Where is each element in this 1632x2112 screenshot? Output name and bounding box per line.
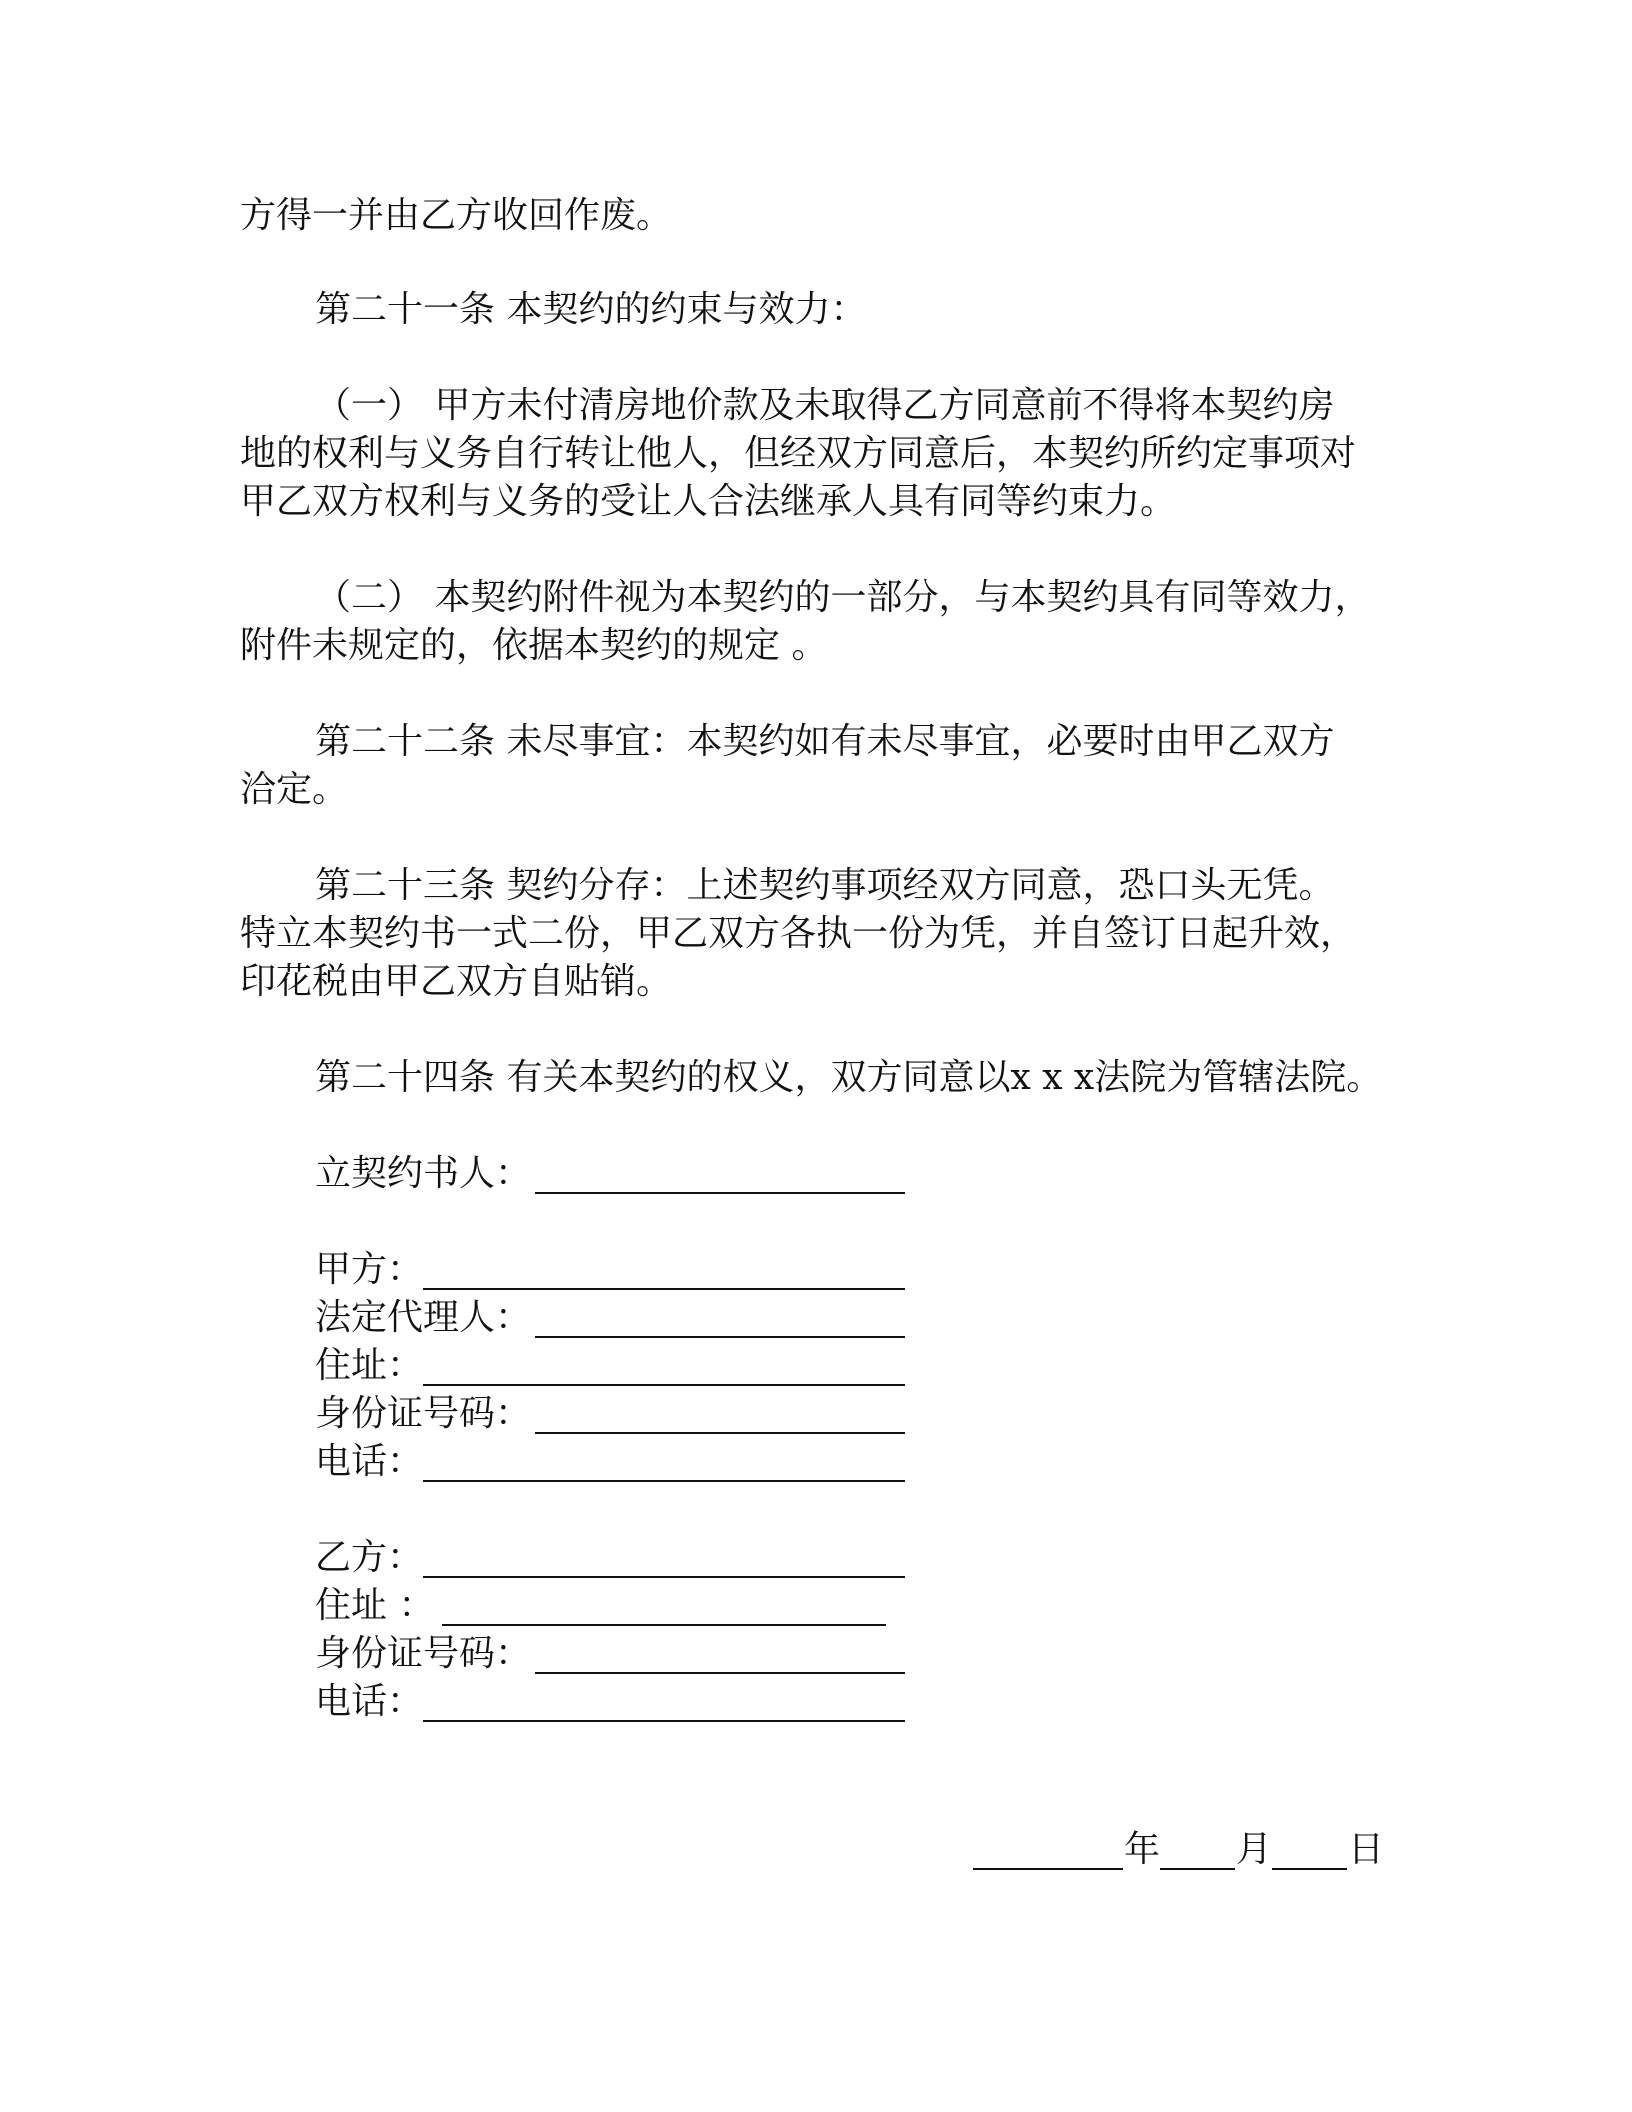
paragraph-continuation: 方得一并由乙方收回作废。 bbox=[240, 195, 673, 236]
month-blank[interactable] bbox=[1160, 1868, 1235, 1870]
article-22-line-2: 洽定。 bbox=[240, 769, 349, 810]
month-label: 月 bbox=[1236, 1829, 1273, 1870]
party-b-phone-label: 电话： bbox=[315, 1681, 424, 1722]
party-a-agent-blank[interactable] bbox=[535, 1336, 905, 1338]
article-24: 第二十四条 有关本契约的权义，双方同意以x x x法院为管辖法院。 bbox=[315, 1057, 1383, 1098]
article-21-title: 第二十一条 本契约的约束与效力： bbox=[315, 289, 867, 330]
article-21-item-1-line-3: 甲乙双方权利与义务的受让人合法继承人具有同等约束力。 bbox=[240, 481, 1177, 522]
party-a-label: 甲方： bbox=[315, 1249, 424, 1290]
party-a-agent-label: 法定代理人： bbox=[315, 1297, 532, 1338]
party-b-id-label: 身份证号码： bbox=[315, 1633, 532, 1674]
party-a-id-blank[interactable] bbox=[535, 1432, 905, 1434]
party-a-address-blank[interactable] bbox=[423, 1384, 905, 1386]
party-b-label: 乙方： bbox=[315, 1537, 424, 1578]
article-21-item-1-line-1: （一） 甲方未付清房地价款及未取得乙方同意前不得将本契约房 bbox=[315, 385, 1335, 426]
article-22-line-1: 第二十二条 未尽事宜：本契约如有未尽事宜，必要时由甲乙双方 bbox=[315, 721, 1335, 762]
party-a-phone-blank[interactable] bbox=[423, 1480, 905, 1482]
article-23-line-1: 第二十三条 契约分存：上述契约事项经双方同意，恐口头无凭。 bbox=[315, 865, 1335, 906]
article-21-item-2-line-2: 附件未规定的，依据本契约的规定 。 bbox=[240, 625, 828, 666]
party-a-address-label: 住址： bbox=[315, 1345, 424, 1386]
party-b-address-label: 住址 ： bbox=[315, 1585, 435, 1626]
signer-label: 立契约书人： bbox=[315, 1153, 532, 1194]
article-23-line-3: 印花税由甲乙双方自贴销。 bbox=[240, 961, 673, 1002]
article-21-item-1-line-2: 地的权利与义务自行转让他人，但经双方同意后，本契约所约定事项对 bbox=[240, 433, 1357, 474]
party-b-id-blank[interactable] bbox=[535, 1672, 905, 1674]
party-b-blank[interactable] bbox=[423, 1576, 905, 1578]
party-b-phone-blank[interactable] bbox=[423, 1720, 905, 1722]
party-a-id-label: 身份证号码： bbox=[315, 1393, 532, 1434]
signer-blank[interactable] bbox=[535, 1192, 905, 1194]
day-blank[interactable] bbox=[1272, 1868, 1347, 1870]
party-b-address-blank[interactable] bbox=[442, 1624, 886, 1626]
party-a-blank[interactable] bbox=[423, 1288, 905, 1290]
party-a-phone-label: 电话： bbox=[315, 1441, 424, 1482]
year-label: 年 bbox=[1124, 1829, 1161, 1870]
year-blank[interactable] bbox=[973, 1868, 1123, 1870]
article-23-line-2: 特立本契约书一式二份，甲乙双方各执一份为凭，并自签订日起升效， bbox=[240, 913, 1357, 954]
article-21-item-2-line-1: （二） 本契约附件视为本契约的一部分，与本契约具有同等效力， bbox=[315, 577, 1371, 618]
day-label: 日 bbox=[1348, 1829, 1385, 1870]
